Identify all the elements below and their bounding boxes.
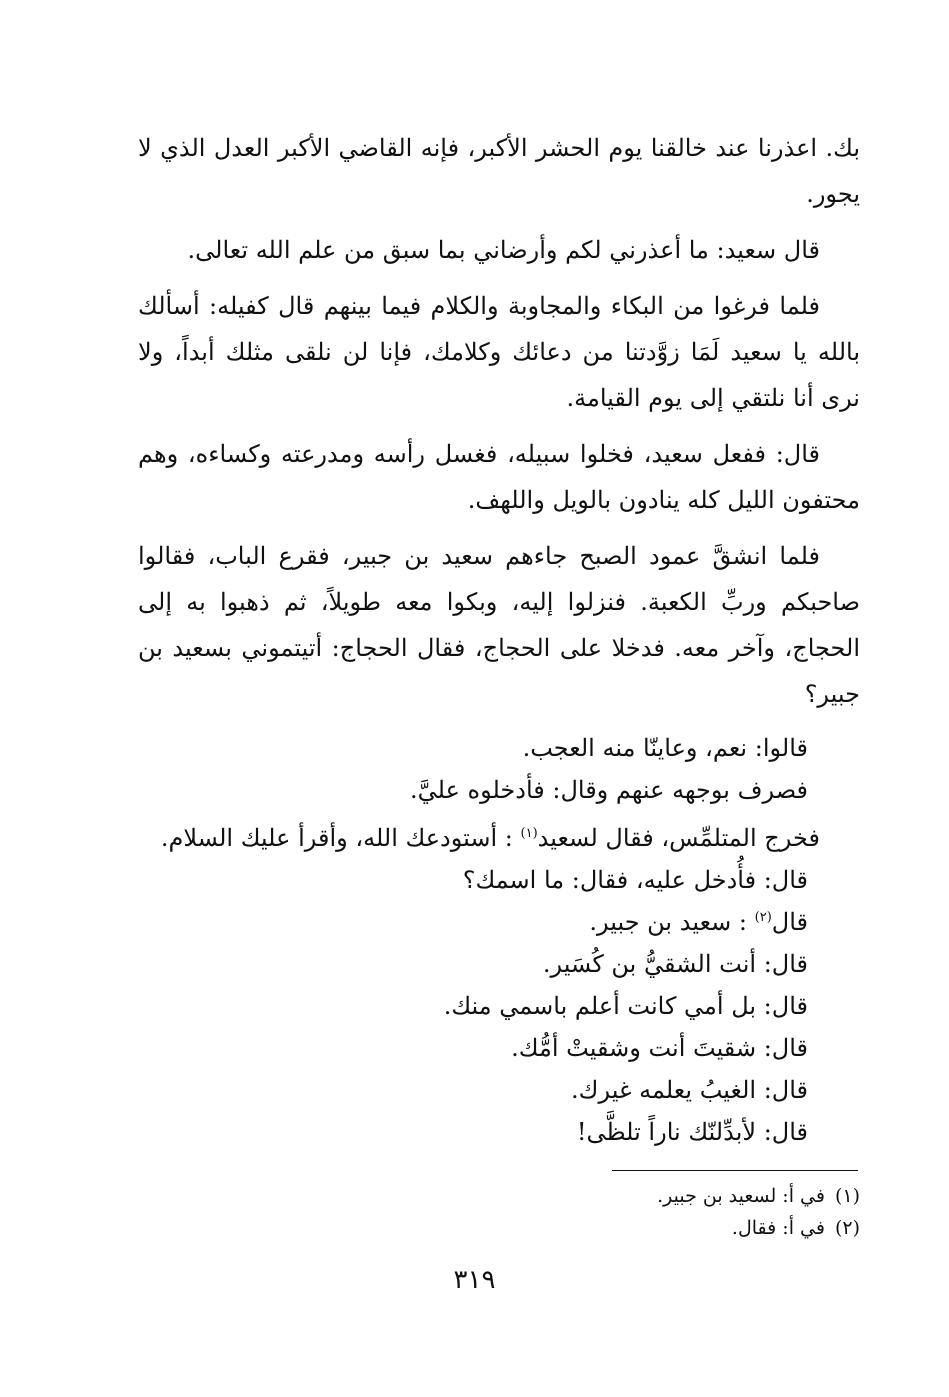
dialogue-line-fasaraf: فصرف بوجهه عنهم وقال: فأدخلوه عليَّ. [409, 776, 808, 804]
footnote-number: (١) [834, 1185, 860, 1207]
dialogue-line-5: قال: شقيتَ أنت وشقيتْ أمُّك. [511, 1034, 808, 1062]
footnote-mark-2: (٢) [754, 910, 772, 925]
paragraph-5: فلما انشقَّ عمود الصبح جاءهم سعيد بن جبير، فقرع الباب، فقالوا صاحبكم وربِّ الكعبة. فنزلوا إليه، وبكوا معه طويلاً، ثم ذهبوا به إلى الحجاج، وآخر معه. فدخلا على الحجاج، فقال الحجاج: أتيتموني بسعيد بن جبير؟ [138, 542, 860, 708]
footnote-text: في أ: فقال. [731, 1217, 825, 1239]
dialogue-line-4: قال: بل أمي كانت أعلم باسمي منك. [443, 992, 808, 1020]
dialogue-line-mutalammis [138, 817, 860, 859]
paragraph-2: قال سعيد: ما أعذرني لكم وأرضاني بما سبق من علم الله تعالى. [187, 236, 820, 264]
footnote-divider [612, 1170, 858, 1171]
footnotes [500, 1180, 860, 1244]
line-text-before-mark: قال [771, 908, 808, 936]
paragraph-3: فلما فرغوا من البكاء والمجاوبة والكلام فيما بينهم قال كفيله: أسألك بالله يا سعيد لَمَا زوَّدتنا من دعائك وكلامك، فإنا لن نلقى مثلك أبداً، ولا نرى أنا نلتقي إلى يوم القيامة. [138, 292, 860, 412]
main-text [138, 125, 860, 1153]
page-number: ٣١٩ [453, 1265, 496, 1295]
paragraph-4: قال: ففعل سعيد، فخلوا سبيله، فغسل رأسه ومدرعته وكساءه، وهم محتفون الليل كله ينادون بالويل واللهف. [138, 440, 860, 514]
footnote-mark-1: (١) [520, 826, 538, 841]
line-text-before-mark: فخرج المتلمِّس، فقال لسعيد [537, 824, 820, 852]
line-text-after-mark: : أستودعك الله، وأقرأ عليك السلام. [160, 824, 521, 852]
footnote-1 [500, 1180, 860, 1212]
footnote-number: (٢) [834, 1217, 860, 1239]
dialogue-line-6: قال: الغيبُ يعلمه غيرك. [571, 1076, 808, 1104]
line-text-after-mark: : سعيد بن جبير. [589, 908, 755, 936]
footnote-text: في أ: لسعيد بن جبير. [657, 1185, 825, 1207]
dialogue-line-1: قال: فأُدخل عليه، فقال: ما اسمك؟ [462, 866, 808, 894]
dialogue-line-2 [138, 901, 860, 943]
dialogue-line-3: قال: أنت الشقيُّ بن كُسَير. [542, 950, 808, 978]
footnote-2 [500, 1212, 860, 1244]
dialogue-line-qalu: قالوا: نعم، وعاينّا منه العجب. [522, 734, 808, 762]
dialogue-line-7: قال: لأبدِّلنّك ناراً تلظَّى! [576, 1118, 808, 1146]
paragraph-1: بك. اعذرنا عند خالقنا يوم الحشر الأكبر، فإنه القاضي الأكبر العدل الذي لا يجور. [138, 134, 860, 208]
